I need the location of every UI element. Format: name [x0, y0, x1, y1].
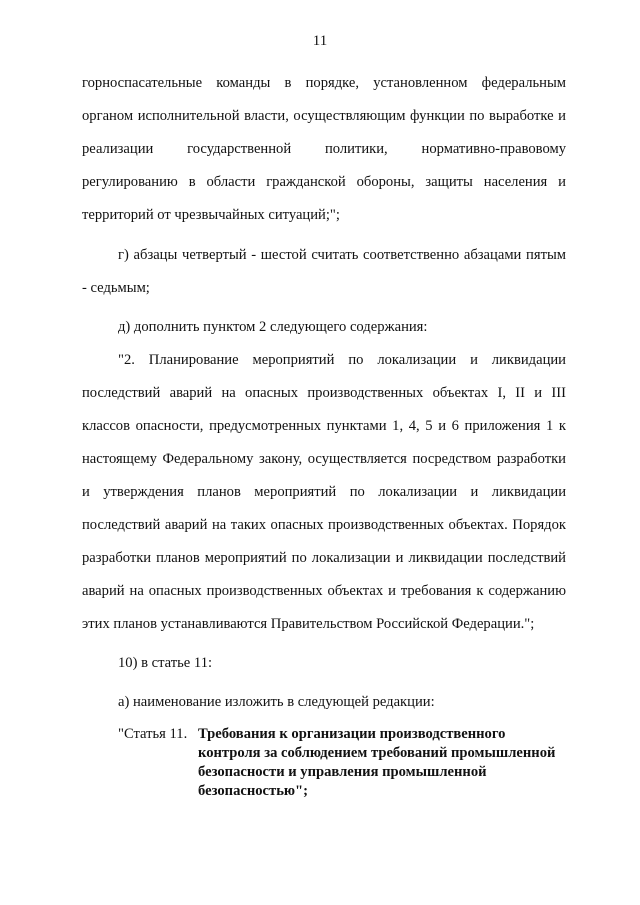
- paragraph-item-a: а) наименование изложить в следующей редакции:: [118, 694, 435, 710]
- paragraph-point-2: "2. Планирование мероприятий по локализации и ликвидации последствий аварий на опасных производственных объектах I, II и III классов опасности, предусмотренных пунктами 1, 4, 5 и 6 приложения 1 к настоящему Федеральному закону, осуществляется посредством разработки и утверждения планов мероприятий по локализации и ликвидации последствий аварий на таких опасных производственных объектах. Порядок разработки планов мероприятий по локализации и ликвидации последствий аварий на опасных производственных объектах и требования к содержанию этих планов устанавливаются Правительством Российской Федерации.";: [82, 352, 566, 632]
- paragraph-continuation: горноспасательные команды в порядке, установленном федеральным органом исполнительной власти, осуществляющим функции по выработке и реализации государственной политики, нормативно-правовому регулированию в области гражданской обороны, защиты населения и территорий от чрезвычайных ситуаций;";: [82, 75, 566, 223]
- paragraph-item-10: 10) в статье 11:: [118, 655, 213, 671]
- article-title: Требования к организации производственного контроля за соблюдением требований промышленной безопасности и управления промышленной безопасностью";: [198, 726, 556, 799]
- paragraph-item-g: г) абзацы четвертый - шестой считать соответственно абзацами пятым - седьмым;: [82, 247, 566, 296]
- paragraph-item-d: д) дополнить пунктом 2 следующего содержания:: [118, 319, 428, 335]
- document-body: [82, 67, 566, 801]
- article-label: "Статья 11.: [118, 726, 188, 742]
- page-number: 11: [312, 33, 328, 49]
- article-heading: [82, 725, 566, 801]
